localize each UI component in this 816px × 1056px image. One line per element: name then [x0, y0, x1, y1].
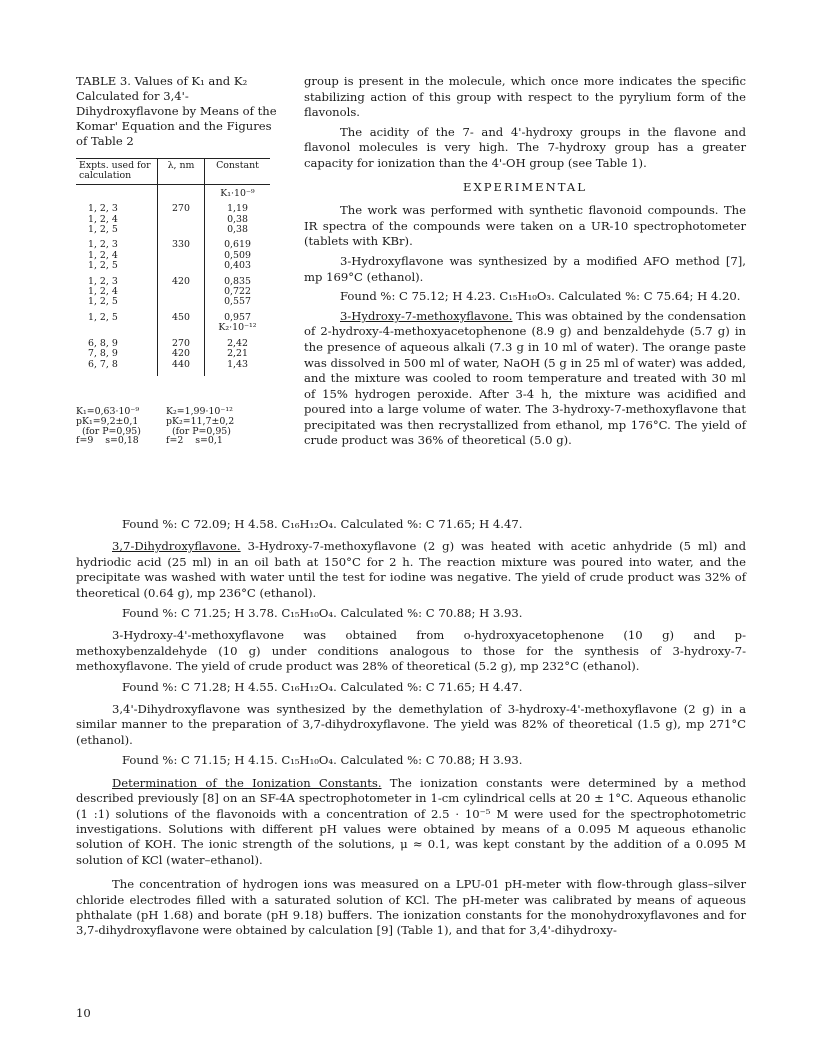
- lambda-cell: 420: [158, 272, 205, 308]
- analysis-result: Found %: C 71.25; H 3.78. C₁₅H₁₀O₄. Calculated %: C 70.88; H 3.93.: [122, 606, 523, 621]
- analysis-result: Found %: C 71.28; H 4.55. C₁₆H₁₂O₄. Calculated %: C 71.65; H 4.47.: [122, 679, 523, 694]
- value-cell: 1,19: [227, 203, 248, 215]
- table-row: [76, 334, 270, 370]
- expts-cell: 1, 2, 5: [88, 260, 118, 272]
- table-row: [76, 308, 270, 323]
- expts-cell: 1, 2, 5: [88, 311, 118, 323]
- paragraph: [304, 309, 746, 449]
- value-cell: 0,722: [224, 286, 251, 298]
- lambda-cell: 440: [172, 358, 190, 370]
- value-cell: 1,43: [227, 358, 248, 370]
- analysis-result: Found %: C 72.09; H 4.58. C₁₆H₁₂O₄. Calculated %: C 71.65; H 4.47.: [122, 517, 523, 531]
- expts-cell: 1, 2, 5: [88, 224, 118, 236]
- compound-title: 3-Hydroxy-7-methoxyflavone.: [340, 308, 513, 323]
- page-number: 10: [76, 1006, 91, 1020]
- header-expts: Expts. used for calculation: [76, 159, 158, 185]
- table-caption: TABLE 3. Values of K₁ and K₂ Calculated for 3,4'-Dihydroxyflavone by Means of the Komar' Equation and the Figures of Table 2: [76, 74, 277, 148]
- expts-cell: 1, 2, 4: [88, 286, 118, 298]
- k1-statistics: [76, 407, 176, 446]
- paragraph-text: 3-Hydroxy-7-methoxyflavone (2 g) was heated with acetic anhydride (5 ml) and hydriodic acid (25 ml) in an oil bath at 150°C for 2 h. The reaction mixture was poured into water, and the precipitate was washed with water until the test for iodine was negative. The yield of crude product was 32% of theoretical (0.64 g), mp 236°C (ethanol).: [76, 539, 746, 600]
- expts-cell: 6, 8, 9: [88, 337, 118, 349]
- value-cell: 0,557: [224, 296, 251, 308]
- value-cell: 0,957: [224, 311, 251, 323]
- value-cell: 0,619: [224, 239, 251, 251]
- section-heading: EXPERIMENTAL: [463, 179, 587, 194]
- expts-cell: 1, 2, 5: [88, 296, 118, 308]
- paragraph: 3,4'-Dihydroxyflavone was synthesized by the demethylation of 3-hydroxy-4'-methoxyflavone (2 g) in a similar manner to the preparation of 3,7-dihydroxyflavone. The yield was 82% of theoretical (1.5 g), mp 271°C (ethanol).: [76, 702, 746, 747]
- lambda-cell: 420: [172, 348, 190, 360]
- paragraph: The concentration of hydrogen ions was measured on a LPU-01 pH-meter with flow-through glass–silver chloride electrodes filled with a saturated solution of KCl. The pH-meter was calibrated by means of aqueous phthalate (pH 1.68) and borate (pH 9.18) buffers. The ionization constants for the monohydroxyflavones and for 3,7-dihydroxyflavone were obtained by calculation [9] (Table 1), and that for 3,4'-dihydroxy-: [76, 877, 746, 938]
- value-cell: 2,42: [227, 337, 248, 349]
- expts-cell: 1, 2, 4: [88, 249, 118, 261]
- lambda-cell: 450: [158, 308, 205, 323]
- pk1-value: pK₁=9,2±0,1: [76, 415, 139, 427]
- table-row: [76, 199, 270, 235]
- lambda-cell: 270: [158, 199, 205, 235]
- header-lambda: λ, nm: [158, 159, 205, 185]
- expts-cell: 7, 8, 9: [88, 348, 118, 360]
- analysis-result: Found %: C 71.15; H 4.15. C₁₅H₁₀O₄. Calculated %: C 70.88; H 3.93.: [122, 753, 523, 768]
- expts-cell: 1, 2, 4: [88, 213, 118, 225]
- pk2-value: pK₂=11,7±0,2: [166, 415, 235, 427]
- expts-cell: 6, 7, 8: [88, 358, 118, 370]
- k1-subheader: K₁·10⁻⁹: [220, 187, 255, 199]
- value-cell: 0,509: [224, 249, 251, 261]
- expts-cell: 1, 2, 3: [88, 239, 118, 251]
- k1-f-s: f=9 s=0,18: [76, 435, 139, 447]
- paragraph: 3-Hydroxy-4'-methoxyflavone was obtained from o-hydroxyacetophenone (10 g) and p-methoxybenzaldehyde (10 g) under conditions analogous to those for the synthesis of 3-hydroxy-7-methoxyflavone. The yield of crude product was 28% of theoretical (5.2 g), mp 232°C (ethanol).: [76, 628, 746, 674]
- paragraph: group is present in the molecule, which once more indicates the specific stabilizing action of this group with respect to the pyrylium form of the flavonols.: [304, 74, 746, 120]
- paragraph: The acidity of the 7- and 4'-hydroxy groups in the flavone and flavonol molecules is very high. The 7-hydroxy group has a greater capacity for ionization than the 4'-OH group (see Table 1).: [304, 124, 746, 170]
- k2-probability: (for P=0,95): [172, 425, 231, 437]
- compound-title: 3,7-Dihydroxyflavone.: [112, 539, 241, 554]
- paragraph: The work was performed with synthetic flavonoid compounds. The IR spectra of the compounds were taken on a UR-10 spectrophotometer (tablets with KBr).: [304, 203, 746, 249]
- expts-cell: 1, 2, 3: [88, 275, 118, 287]
- paragraph-text: This was obtained by the condensation of 2-hydroxy-4-methoxyacetophenone (8.9 g) and benzaldehyde (5.7 g) in the presence of aqueous alkali (7.3 g in 10 ml of water). The orange paste was dissolved in 500 ml of water, NaOH (5 g in 25 ml of water) was added, and the mixture was cooled to room temperature and treated with 30 ml of 15% hydrogen peroxide. After 3-4 h, the mixture was acidified and poured into a large volume of water. The 3-hydroxy-7-methoxyflavone that precipitated was then recrystallized from ethanol, mp 176°C. The yield of crude product was 36% of theoretical (5.0 g).: [304, 308, 746, 448]
- k1-probability: (for P=0,95): [82, 425, 141, 437]
- k2-value: K₂=1,99·10⁻¹²: [166, 406, 233, 417]
- table-header-row: [76, 159, 270, 185]
- table-row: [76, 235, 270, 271]
- lambda-cell: 330: [158, 235, 205, 271]
- analysis-result: Found %: C 75.12; H 4.23. C₁₅H₁₀O₃. Calculated %: C 75.64; H 4.20.: [340, 289, 741, 304]
- paragraph-text: The ionization constants were determined by a method described previously [8] on an SF-4A spectrophotometer in 1-cm cylindrical cells at 20 ± 1°C. Aqueous ethanolic (1 :1) solutions of the flavonoids with a concentration of 2.5 · 10⁻⁵ M were used for the spectrophotometric investigations. Solutions with different pH values were obtained by means of a 0.095 M aqueous ethanolic solution of KOH. The ionic strength of the solutions, μ ≈ 0.1, was kept constant by the addition of a 0.095 M solution of KCl (water–ethanol).: [76, 775, 747, 867]
- k2-subheader: K₂·10⁻¹²: [218, 322, 257, 334]
- k2-statistics: [166, 407, 266, 446]
- paragraph: 3-Hydroxyflavone was synthesized by a modified AFO method [7], mp 169°C (ethanol).: [304, 253, 746, 284]
- constants-table: [76, 158, 270, 376]
- value-cell: 0,38: [227, 224, 248, 236]
- paragraph: [76, 776, 746, 868]
- section-subtitle: Determination of the Ionization Constants.: [112, 775, 382, 790]
- value-cell: 0,835: [224, 275, 251, 287]
- value-cell: 0,403: [224, 260, 251, 272]
- full-width-text: [76, 517, 746, 944]
- value-cell: 0,38: [227, 213, 248, 225]
- lambda-cell: 270: [172, 337, 190, 349]
- expts-cell: 1, 2, 3: [88, 203, 118, 215]
- paragraph: [76, 539, 746, 601]
- table-row: [76, 272, 270, 308]
- k1-value: K₁=0,63·10⁻⁹: [76, 406, 140, 417]
- k2-f-s: f=2 s=0,1: [166, 435, 223, 447]
- value-cell: 2,21: [227, 348, 248, 360]
- right-column: [304, 74, 746, 453]
- header-constant: Constant: [205, 159, 271, 185]
